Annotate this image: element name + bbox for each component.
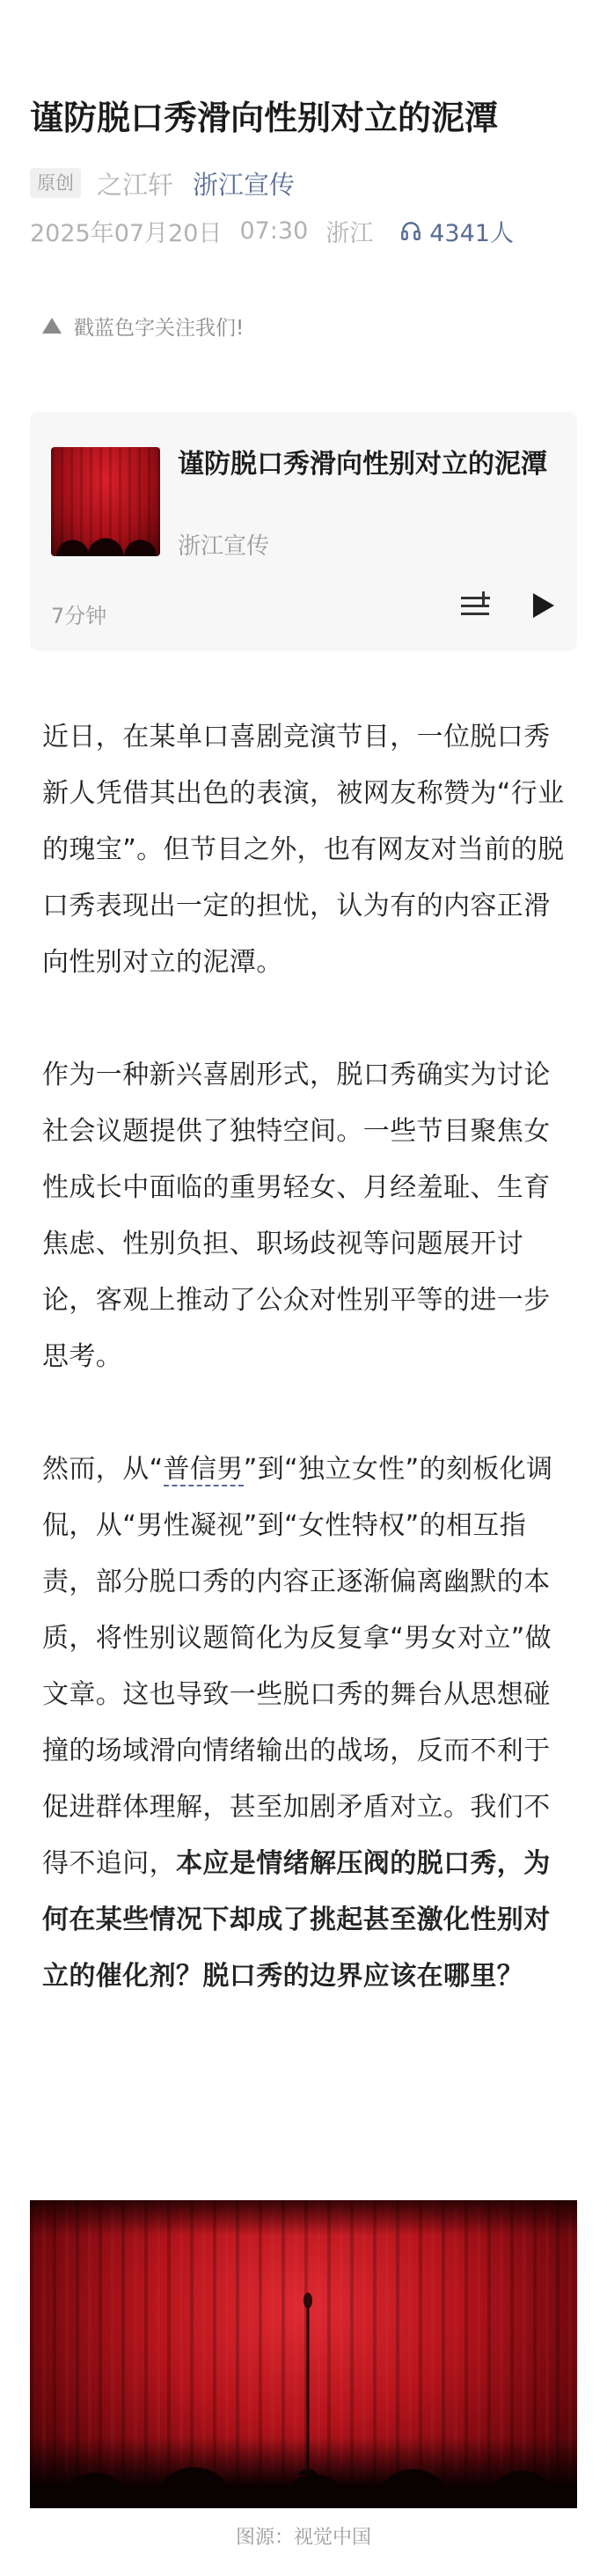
audio-duration: 7分钟: [51, 604, 107, 628]
publish-time: 07:30: [239, 217, 309, 245]
playlist-add-icon[interactable]: [457, 588, 493, 623]
triangle-up-icon: [42, 318, 62, 334]
audio-player-card[interactable]: [30, 412, 577, 651]
author-name: 之江轩: [97, 169, 174, 200]
audio-title: 谨防脱口秀滑向性别对立的泥潭: [178, 449, 547, 480]
paragraph-3-bold: 本应是情绪解压阀的脱口秀，为何在某些情况下却成了挑起甚至激化性别对立的催化剂？脱口秀的边界应该在哪里？: [42, 1848, 551, 1992]
account-name-link[interactable]: 浙江宣传: [193, 169, 296, 200]
play-icon[interactable]: [524, 588, 559, 623]
paragraph-2: 作为一种新兴喜剧形式，脱口秀确实为讨论社会议题提供了独特空间。一些节目聚焦女性成长中面临的重男轻女、月经羞耻、生育焦虑、性别负担、职场歧视等问题展开讨论，客观上推动了公众对性别平等的进一步思考。: [42, 1060, 551, 1372]
audience-silhouettes: [30, 2438, 577, 2508]
publish-date: 2025年07月20日: [30, 219, 223, 247]
audio-cover-image: [51, 447, 160, 556]
article-meta-time: [30, 213, 514, 248]
stage-curtain-image: [30, 2200, 577, 2508]
paragraph-3: 然而，从“普信男”到“独立女性”的刻板化调侃，从“男性凝视”到“女性特权”的相互指责，部分脱口秀的内容正逐渐偏离幽默的本质，将性别议题简化为反复拿“男女对立”做文章。这也导致一些脱口秀的舞台从思想碰撞的场域滑向情绪输出的战场，反而不利于促进群体理解，甚至加剧矛盾对立。我们不得不追问，本应是情绪解压阀的脱口秀，为何在某些情况下却成了挑起甚至激化性别对立的催化剂？脱口秀的边界应该在哪里？: [42, 1454, 553, 1992]
image-caption: 图源：视觉中国: [235, 2527, 371, 2549]
original-badge: 原创: [30, 168, 81, 198]
publish-location: 浙江: [325, 219, 374, 247]
keyword-link[interactable]: 普信男: [163, 1454, 244, 1485]
follow-tip: [42, 312, 244, 340]
follow-tip-text: 戳蓝色字关注我们!: [74, 316, 245, 340]
headphones-icon: [399, 219, 422, 242]
article-meta-source: [30, 165, 295, 201]
listen-count-button[interactable]: [399, 214, 514, 248]
article-title: 谨防脱口秀滑向性别对立的泥潭: [30, 99, 499, 137]
listen-count: 4341人: [429, 219, 514, 247]
audio-source: 浙江宣传: [178, 533, 270, 560]
paragraph-1: 近日，在某单口喜剧竞演节目，一位脱口秀新人凭借其出色的表演，被网友称赞为“行业的瑰宝”。但节目之外，也有网友对当前的脱口秀表现出一定的担忧，认为有的内容正滑向性别对立的泥潭。: [42, 722, 565, 978]
